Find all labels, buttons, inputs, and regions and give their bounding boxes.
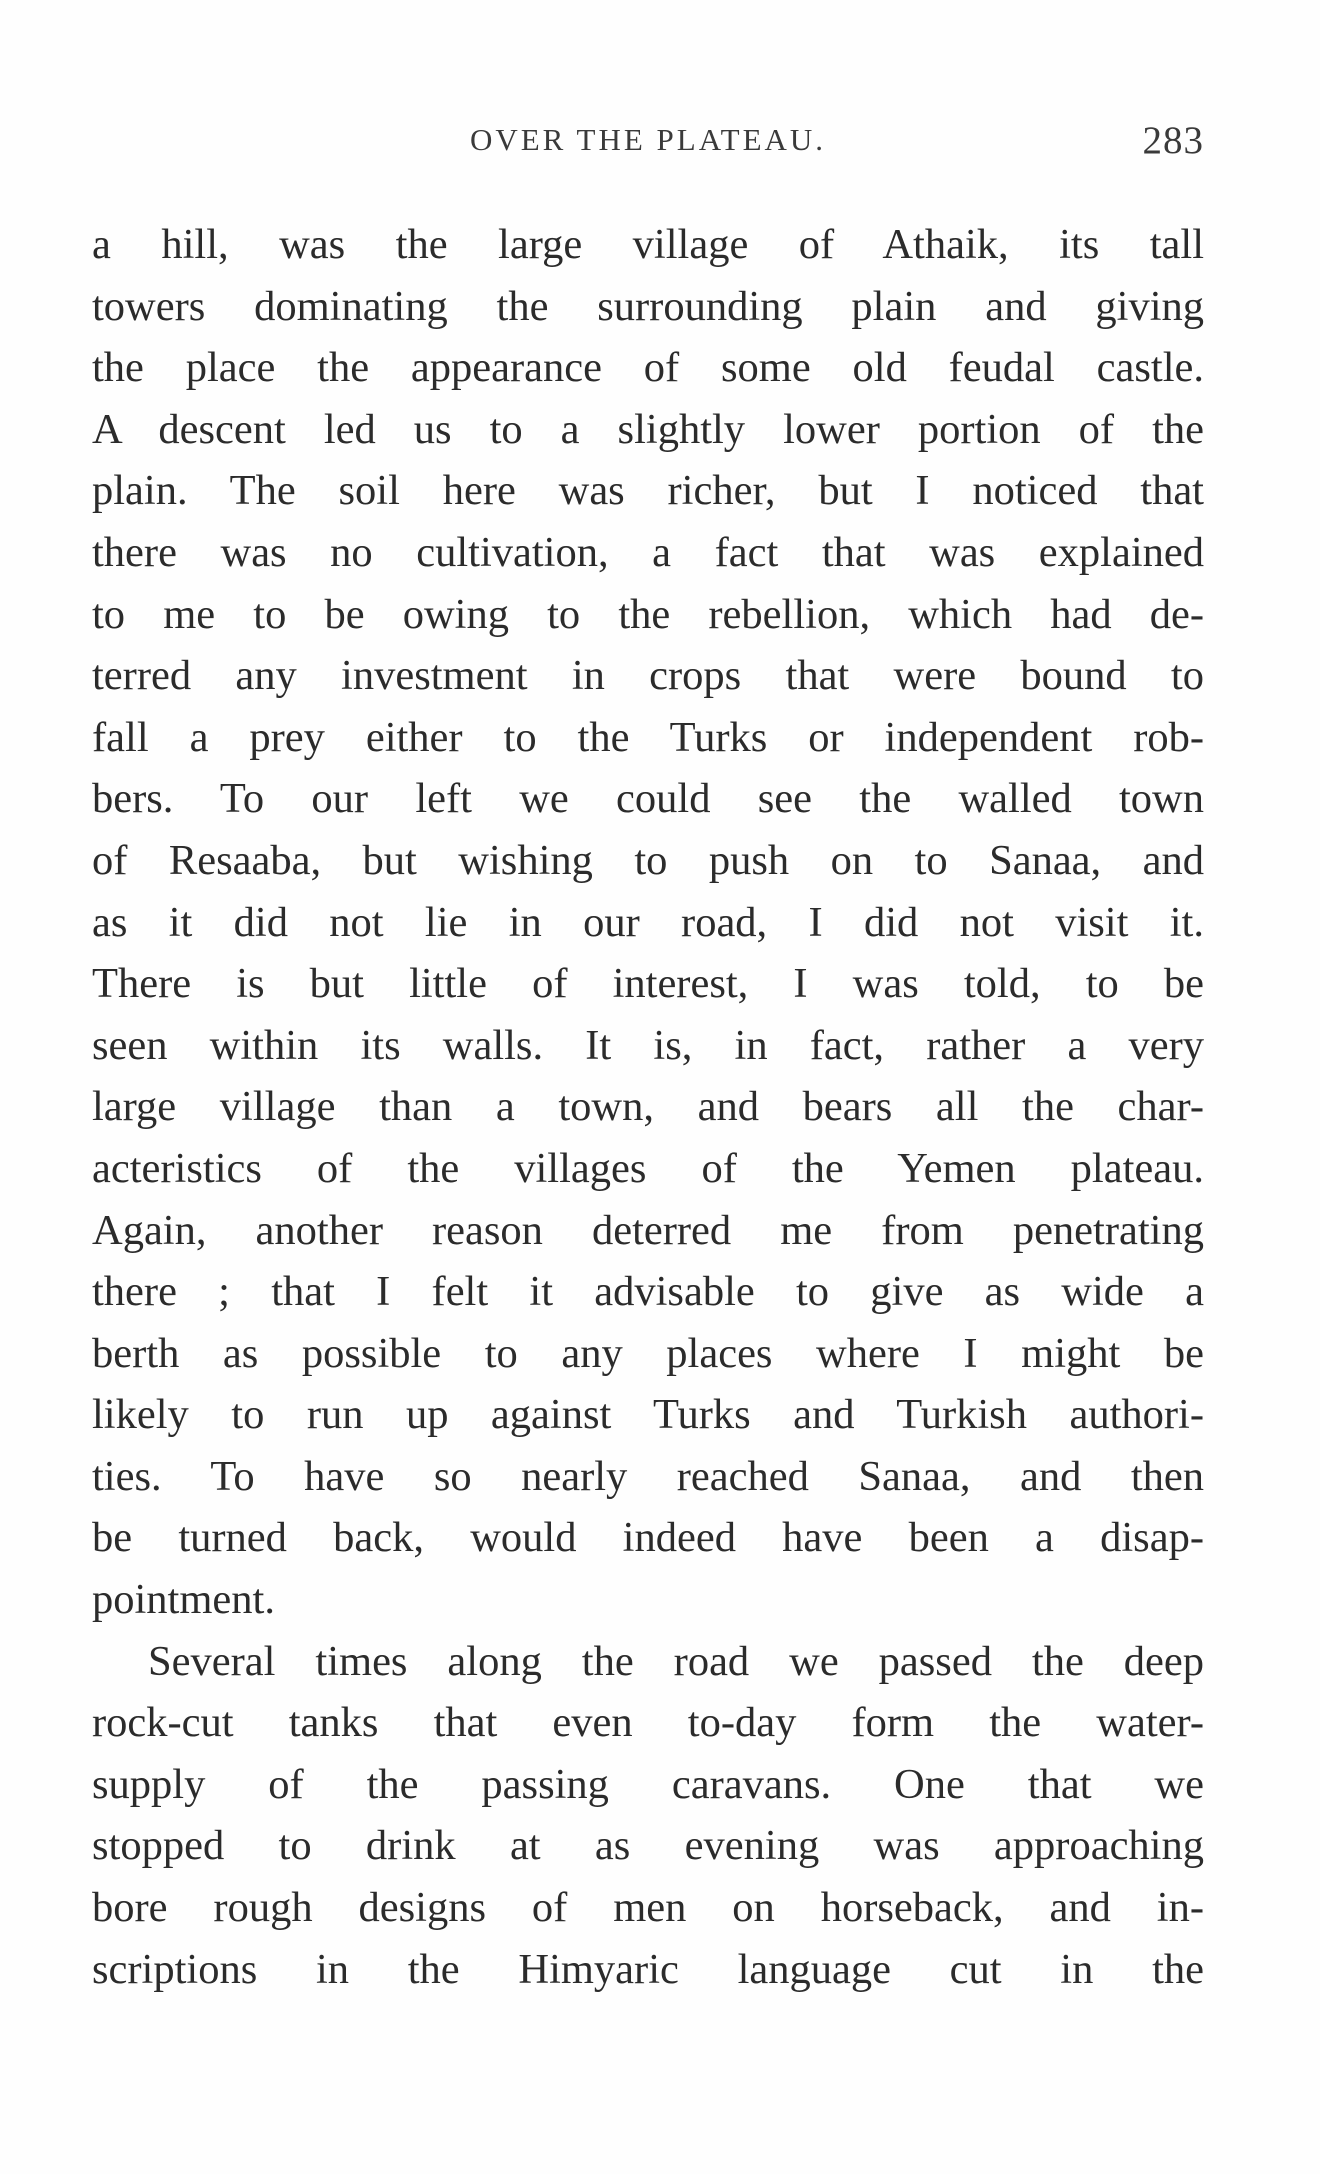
text-line: towers dominating the surrounding plain and giving [92, 282, 1204, 330]
text-line: acteristics of the villages of the Yemen plateau. [92, 1144, 1204, 1192]
text-line: ties. To have so nearly reached Sanaa, and then [92, 1452, 1204, 1500]
text-line: a hill, was the large village of Athaik, its tall [92, 221, 1204, 268]
text-line: stopped to drink at as evening was approaching [92, 1822, 1204, 1870]
text-line: A descent led us to a slightly lower portion of the [92, 405, 1204, 453]
page-number: 283 [1142, 119, 1204, 162]
text-line: there was no cultivation, a fact that was explained [92, 528, 1204, 576]
text-line: scriptions in the Himyaric language cut in the [92, 1945, 1204, 1993]
text-line: berth as possible to any places where I might be [92, 1329, 1204, 1377]
text-line: the place the appearance of some old feudal castle. [92, 344, 1204, 392]
text-line: to me to be owing to the rebellion, which had de- [92, 590, 1204, 638]
text-line: supply of the passing caravans. One that we [92, 1760, 1204, 1808]
text-line: bers. To our left we could see the walled town [92, 775, 1204, 823]
text-line: be turned back, would indeed have been a disap- [92, 1514, 1204, 1562]
paragraph-start-line: Several times along the road we passed the deep [148, 1637, 1204, 1685]
running-head: OVER THE PLATEAU. [469, 122, 827, 157]
body-text [92, 214, 1204, 2000]
text-line: fall a prey either to the Turks or independent rob- [92, 713, 1204, 761]
text-line: seen within its walls. It is, in fact, rather a very [92, 1021, 1204, 1069]
text-line: likely to run up against Turks and Turkish authori- [92, 1391, 1204, 1439]
text-line: bore rough designs of men on horseback, and in- [92, 1884, 1204, 1932]
text-line: plain. The soil here was richer, but I noticed that [92, 467, 1204, 515]
text-line: There is but little of interest, I was told, to be [92, 960, 1204, 1008]
text-line: as it did not lie in our road, I did not visit it. [92, 898, 1204, 946]
text-line: large village than a town, and bears all the char- [92, 1083, 1204, 1131]
text-line: Again, another reason deterred me from penetrating [92, 1206, 1204, 1254]
paragraph-end-line: pointment. [92, 1576, 275, 1624]
text-line: there ; that I felt it advisable to give as wide a [92, 1268, 1204, 1316]
page-header [92, 119, 1204, 172]
text-line: of Resaaba, but wishing to push on to Sanaa, and [92, 836, 1204, 884]
text-line: terred any investment in crops that were bound to [92, 652, 1204, 700]
text-line: rock-cut tanks that even to-day form the water- [92, 1699, 1204, 1747]
